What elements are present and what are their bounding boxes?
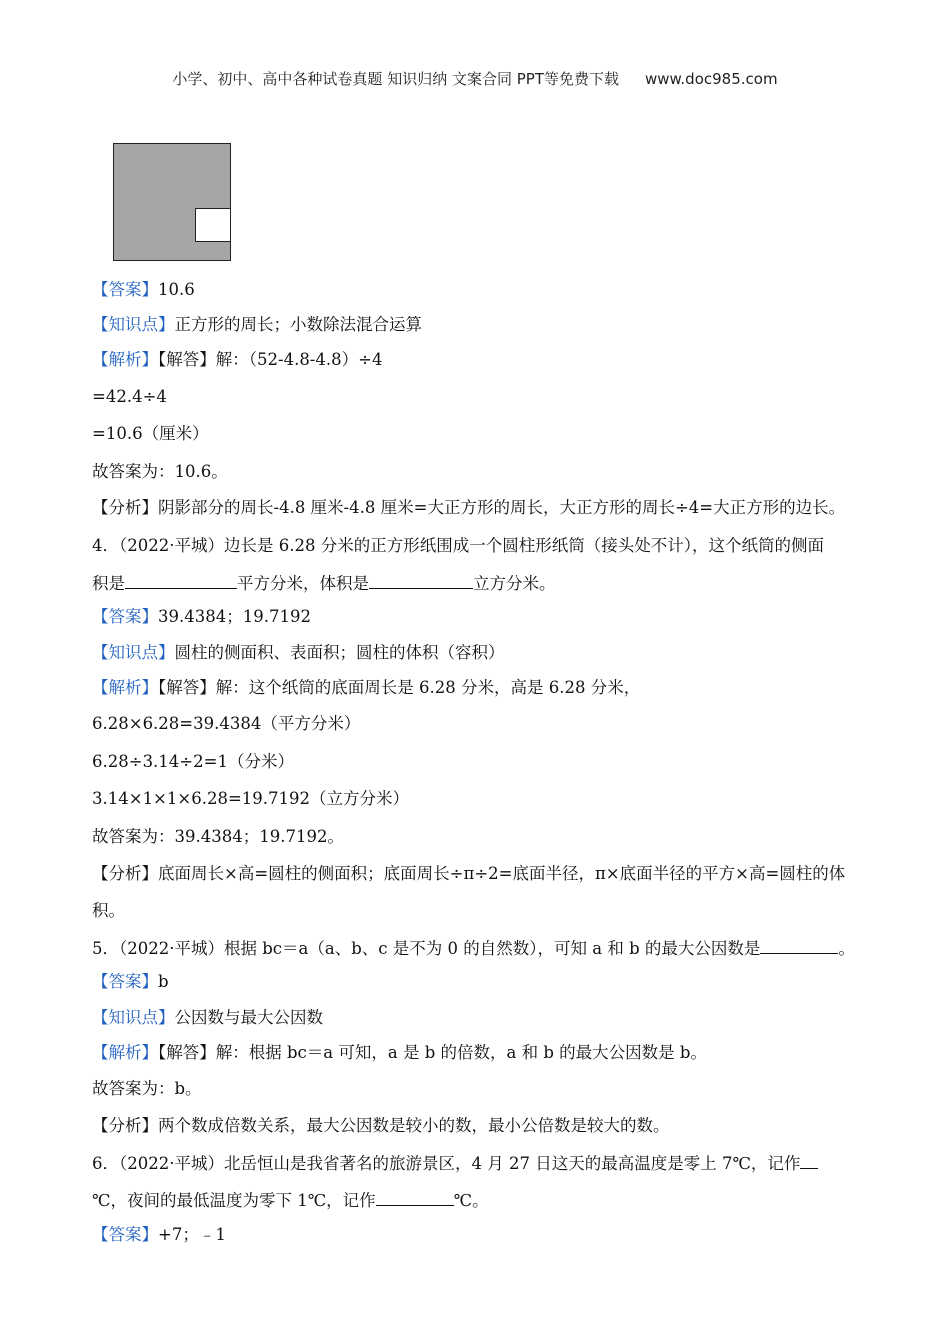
q5-fenxi: 【分析】两个数成倍数关系，最大公因数是较小的数，最小公倍数是较大的数。 bbox=[92, 1116, 670, 1135]
q4-answer: 【答案】39.4384；19.7192 bbox=[92, 607, 311, 626]
square-figure bbox=[113, 143, 231, 261]
answer-blank[interactable] bbox=[125, 572, 237, 589]
q4-knowledge: 【知识点】圆柱的侧面积、表面积；圆柱的体积（容积） bbox=[92, 643, 505, 662]
q4-jiexi: 【解析】【解答】解：这个纸筒的底面周长是 6.28 分米，高是 6.28 分米， bbox=[92, 678, 641, 697]
answer-blank[interactable] bbox=[760, 937, 838, 954]
header-url[interactable]: www.doc985.com bbox=[644, 70, 778, 88]
q4-final: 故答案为：39.4384；19.7192。 bbox=[92, 827, 344, 846]
q5-answer: 【答案】b bbox=[92, 972, 169, 991]
q5-jiexi: 【解析】【解答】解：根据 bc＝a 可知，a 是 b 的倍数，a 和 b 的最大公因数是 b。 bbox=[92, 1043, 707, 1062]
page-header bbox=[0, 68, 950, 89]
q5-knowledge: 【知识点】公因数与最大公因数 bbox=[92, 1008, 323, 1027]
q3-step2: =10.6（厘米） bbox=[92, 424, 209, 443]
answer-blank[interactable] bbox=[369, 572, 473, 589]
q3-final: 故答案为：10.6。 bbox=[92, 462, 228, 481]
answer-blank[interactable] bbox=[376, 1189, 454, 1206]
q4-step1: 6.28×6.28=39.4384（平方分米） bbox=[92, 714, 361, 733]
q3-answer: 【答案】10.6 bbox=[92, 280, 195, 299]
q3-step1: =42.4÷4 bbox=[92, 387, 167, 406]
q4-step2: 6.28÷3.14÷2=1（分米） bbox=[92, 752, 294, 771]
q4-fenxi-line2: 积。 bbox=[92, 901, 125, 920]
q6-answer: 【答案】+7；﹣1 bbox=[92, 1225, 226, 1244]
q4-fenxi-line1: 【分析】底面周长×高=圆柱的侧面积；底面周长÷π÷2=底面半径，π×底面半径的平方×高=圆柱的体 bbox=[92, 864, 846, 883]
q4-question-line1: 4．（2022·平城）边长是 6.28 分米的正方形纸围成一个圆柱形纸筒（接头处不计），这个纸筒的侧面 bbox=[92, 536, 824, 555]
q3-jiexi: 【解析】【解答】解：（52-4.8-4.8）÷4 bbox=[92, 350, 383, 369]
q3-knowledge: 【知识点】正方形的周长；小数除法混合运算 bbox=[92, 315, 422, 334]
q6-question-line2: ℃，夜间的最低温度为零下 1℃，记作 ℃。 bbox=[92, 1191, 489, 1210]
q4-step3: 3.14×1×1×6.28=19.7192（立方分米） bbox=[92, 789, 410, 808]
answer-blank[interactable] bbox=[800, 1152, 818, 1169]
q6-question-line1: 6．（2022·平城）北岳恒山是我省著名的旅游景区，4 月 27 日这天的最高温度是零上 7℃，记作 bbox=[92, 1152, 818, 1175]
q3-fenxi: 【分析】阴影部分的周长-4.8 厘米-4.8 厘米=大正方形的周长，大正方形的周长÷4=大正方形的边长。 bbox=[92, 498, 846, 517]
q4-question-line2: 积是 平方分米，体积是 立方分米。 bbox=[92, 574, 556, 593]
header-text: 小学、初中、高中各种试卷真题 知识归纳 文案合同 PPT等免费下载 bbox=[172, 70, 619, 88]
q5-final: 故答案为：b。 bbox=[92, 1079, 202, 1098]
q5-question: 5．（2022·平城）根据 bc＝a（a、b、c 是不为 0 的自然数），可知 a 和 b 的最大公因数是 。 bbox=[92, 939, 855, 958]
cut-out-square bbox=[195, 208, 231, 242]
